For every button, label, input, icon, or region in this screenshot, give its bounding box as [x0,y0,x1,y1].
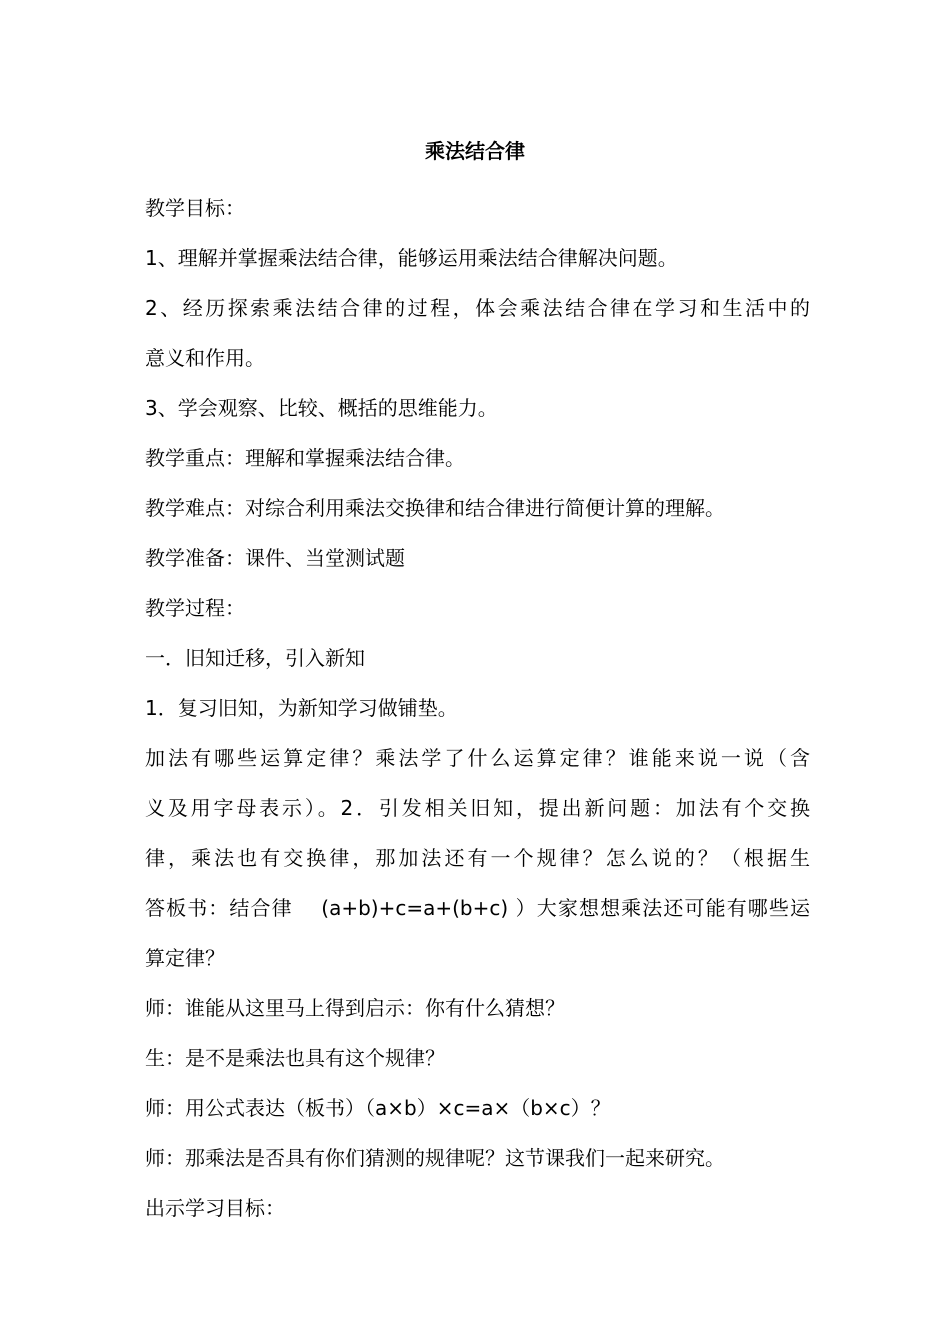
objective-2: 2、经历探索乘法结合律的过程，体会乘法结合律在学习和生活中的 [145,296,810,320]
section-heading-objectives: 教学目标： [145,196,245,220]
show-objectives: 出示学习目标： [145,1196,285,1220]
step-1-1: 1．复习旧知，为新知学习做铺垫。 [145,696,458,720]
preparation: 教学准备：课件、当堂测试题 [145,546,405,570]
dialogue-line: 师：谁能从这里马上得到启示：你有什么猜想？ [145,996,565,1020]
document-title: 乘法结合律 [425,139,525,163]
dialogue-line: 师：那乘法是否具有你们猜测的规律呢？这节课我们一起来研究。 [145,1146,725,1170]
paragraph-line: 律，乘法也有交换律，那加法还有一个规律？怎么说的？（根据生 [145,846,810,870]
objective-2-continued: 意义和作用。 [145,346,265,370]
key-point: 教学重点：理解和掌握乘法结合律。 [145,446,465,470]
dialogue-line: 师：用公式表达（板书）（a×b）×c=a×（b×c）？ [145,1096,611,1120]
step-1-heading: 一．旧知迁移，引入新知 [145,646,365,670]
paragraph-line: 加法有哪些运算定律？乘法学了什么运算定律？谁能来说一说（含 [145,746,810,770]
document-body [145,183,810,1233]
dialogue-line: 生：是不是乘法也具有这个规律？ [145,1046,445,1070]
paragraph-line: 答板书：结合律 (a+b)+c=a+(b+c) ）大家想想乘法还可能有哪些运 [145,896,810,920]
paragraph-line: 义及用字母表示）。2．引发相关旧知，提出新问题：加法有个交换 [145,796,810,820]
section-heading-process: 教学过程： [145,596,245,620]
objective-3: 3、学会观察、比较、概括的思维能力。 [145,396,498,420]
difficult-point: 教学难点：对综合利用乘法交换律和结合律进行简便计算的理解。 [145,496,725,520]
objective-1: 1、理解并掌握乘法结合律，能够运用乘法结合律解决问题。 [145,246,678,270]
paragraph-line: 算定律？ [145,946,225,970]
